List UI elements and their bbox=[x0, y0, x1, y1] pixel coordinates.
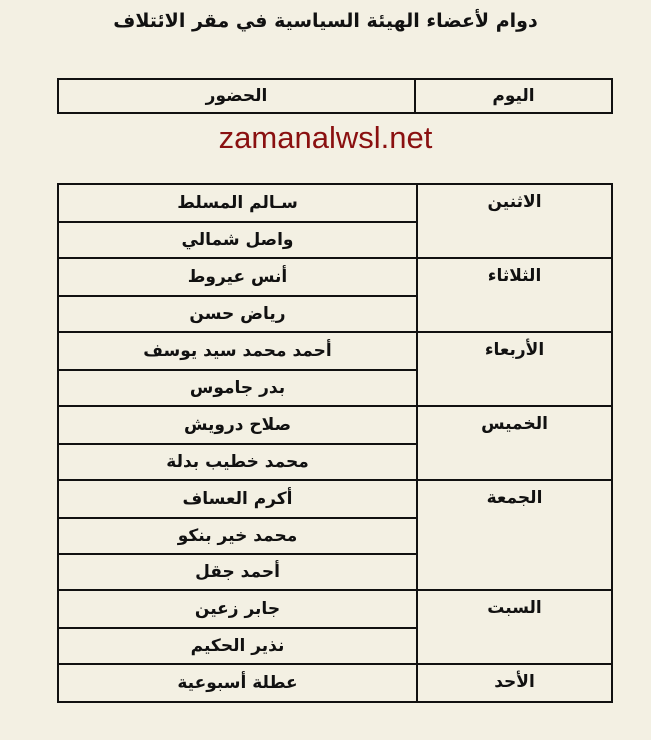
day-cell: الخميس bbox=[416, 407, 611, 479]
schedule-group-monday bbox=[59, 185, 611, 257]
schedule-group-thursday bbox=[59, 405, 611, 479]
member-name: محمد خطيب بدلة bbox=[59, 443, 416, 479]
page-title: دوام لأعضاء الهيئة السياسية في مقر الائتلاف bbox=[113, 10, 538, 32]
column-header-attendance: الحضور bbox=[205, 86, 268, 106]
column-header-day: اليوم bbox=[414, 80, 611, 112]
day-cell: السبت bbox=[416, 591, 611, 663]
day-cell: الأربعاء bbox=[416, 333, 611, 405]
day-cell: الأحد bbox=[416, 665, 611, 701]
names-cell bbox=[59, 481, 416, 589]
member-name: جابر زعين bbox=[194, 599, 281, 619]
member-name: أكرم العساف bbox=[182, 489, 293, 509]
table-header bbox=[57, 78, 613, 114]
member-name: نذير الحكيم bbox=[59, 627, 416, 663]
schedule-group-tuesday bbox=[59, 257, 611, 331]
schedule-group-wednesday bbox=[59, 331, 611, 405]
names-cell bbox=[59, 407, 416, 479]
member-name: بدر جاموس bbox=[59, 369, 416, 405]
member-name: أنس عيروط bbox=[187, 267, 288, 287]
member-name: واصل شمالي bbox=[59, 221, 416, 257]
member-name: محمد خير بنكو bbox=[59, 517, 416, 553]
member-name: رياض حسن bbox=[59, 295, 416, 331]
schedule-group-friday bbox=[59, 479, 611, 589]
schedule-table bbox=[57, 183, 613, 703]
names-cell bbox=[59, 591, 416, 663]
names-cell bbox=[59, 665, 416, 701]
member-name: عطلة أسبوعية bbox=[177, 673, 298, 693]
member-name: أحمد جقل bbox=[59, 553, 416, 589]
day-cell: الثلاثاء bbox=[416, 259, 611, 331]
names-cell bbox=[59, 259, 416, 331]
watermark: zamanalwsl.net bbox=[218, 120, 433, 155]
member-name: صلاح درويش bbox=[184, 415, 291, 435]
names-cell bbox=[59, 333, 416, 405]
names-cell bbox=[59, 185, 416, 257]
day-cell: الجمعة bbox=[416, 481, 611, 589]
schedule-group-saturday bbox=[59, 589, 611, 663]
day-cell: الاثنين bbox=[416, 185, 611, 257]
schedule-group-sunday bbox=[59, 663, 611, 701]
member-name: أحمد محمد سيد يوسف bbox=[143, 341, 332, 361]
member-name: سـالم المسلط bbox=[177, 193, 298, 213]
